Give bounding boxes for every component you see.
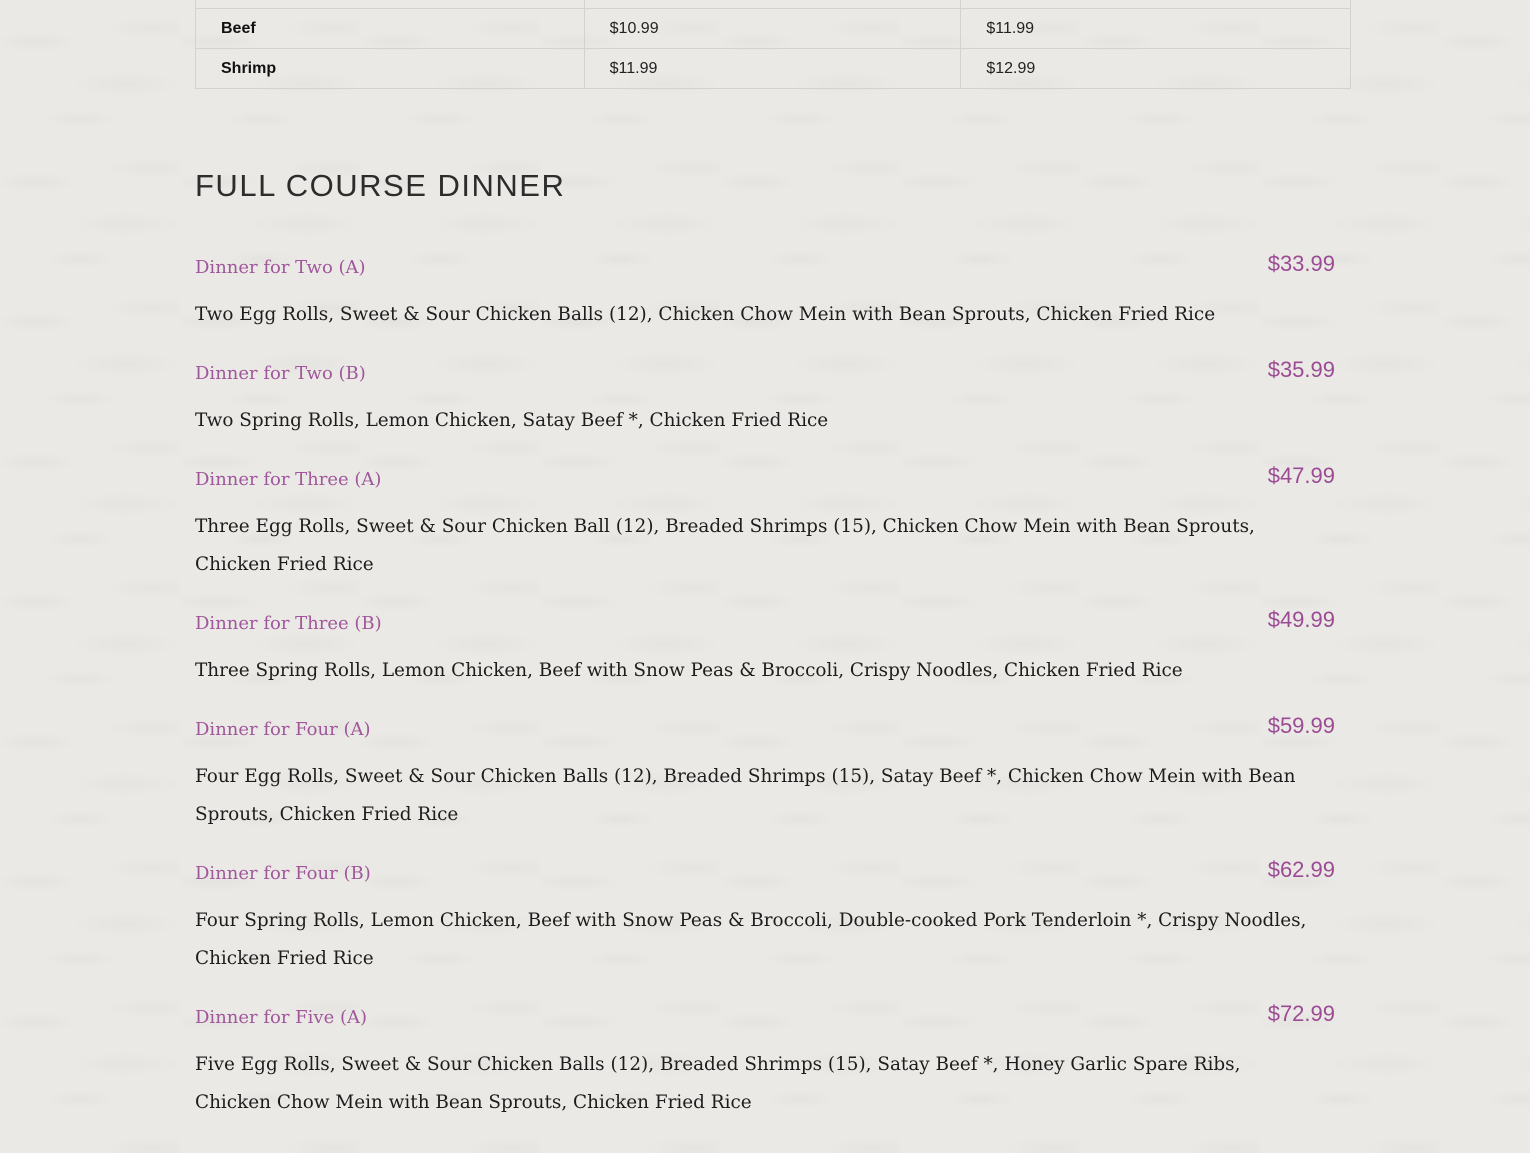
- menu-list: [195, 248, 1335, 1142]
- table-cell-price-b: $12.99: [961, 49, 1351, 89]
- table-row: [196, 9, 1351, 49]
- menu-item-description: Three Egg Rolls, Sweet & Sour Chicken Ball (12), Breaded Shrimps (15), Chicken Chow Mein with Bean Sprouts, Chicken Fried Rice: [195, 516, 1255, 575]
- menu-item-header: [195, 460, 1335, 500]
- menu-item: [195, 854, 1335, 978]
- table-cell-price-a: $11.99: [584, 49, 961, 89]
- menu-item-name: Dinner for Three (A): [195, 469, 382, 490]
- price-table: [195, 0, 1351, 89]
- menu-item-header: [195, 604, 1335, 644]
- menu-item-description: Four Egg Rolls, Sweet & Sour Chicken Balls (12), Breaded Shrimps (15), Satay Beef *, Chicken Chow Mein with Bean Sprouts, Chicken Fried Rice: [195, 766, 1296, 825]
- menu-item: [195, 248, 1335, 334]
- menu-item-description: Two Egg Rolls, Sweet & Sour Chicken Balls (12), Chicken Chow Mein with Bean Sprouts, Chicken Fried Rice: [195, 304, 1216, 325]
- table-row: [196, 0, 1351, 9]
- table-cell-price-b: $11.99: [961, 9, 1351, 49]
- menu-item: [195, 710, 1335, 834]
- menu-item: [195, 604, 1335, 690]
- menu-item-header: [195, 248, 1335, 288]
- menu-item: [195, 460, 1335, 584]
- table-cell-name: [196, 0, 585, 9]
- menu-item-header: [195, 354, 1335, 394]
- table-cell-price-a: [584, 0, 961, 9]
- table-cell-price-a: $10.99: [584, 9, 961, 49]
- menu-item-price: $59.99: [1267, 713, 1335, 738]
- menu-item-description: Four Spring Rolls, Lemon Chicken, Beef with Snow Peas & Broccoli, Double-cooked Pork Tenderloin *, Crispy Noodles, Chicken Fried Rice: [195, 910, 1307, 969]
- menu-item: [195, 354, 1335, 440]
- menu-item-name: Dinner for Two (A): [195, 257, 366, 278]
- table-cell-name: Shrimp: [196, 49, 585, 89]
- table-row: [196, 49, 1351, 89]
- menu-item-description: Five Egg Rolls, Sweet & Sour Chicken Balls (12), Breaded Shrimps (15), Satay Beef *, Honey Garlic Spare Ribs, Chicken Chow Mein with Bean Sprouts, Chicken Fried Rice: [195, 1054, 1241, 1113]
- menu-item-name: Dinner for Two (B): [195, 363, 366, 384]
- menu-item-price: $35.99: [1267, 357, 1335, 382]
- table-cell-price-b: [961, 0, 1351, 9]
- menu-item-description: Three Spring Rolls, Lemon Chicken, Beef with Snow Peas & Broccoli, Crispy Noodles, Chicken Fried Rice: [195, 660, 1183, 681]
- menu-item-price: $33.99: [1267, 251, 1335, 276]
- menu-item: [195, 998, 1335, 1122]
- menu-item-price: $47.99: [1267, 463, 1335, 488]
- menu-item-name: Dinner for Five (A): [195, 1007, 368, 1028]
- menu-item-price: $72.99: [1267, 1001, 1335, 1026]
- menu-item-description: Two Spring Rolls, Lemon Chicken, Satay Beef *, Chicken Fried Rice: [195, 410, 829, 431]
- menu-item-header: [195, 998, 1335, 1038]
- menu-item-name: Dinner for Four (A): [195, 719, 371, 740]
- menu-item-name: Dinner for Three (B): [195, 613, 382, 634]
- menu-item-name: Dinner for Four (B): [195, 863, 371, 884]
- menu-item-header: [195, 710, 1335, 750]
- menu-item-price: $49.99: [1267, 607, 1335, 632]
- menu-item-price: $62.99: [1267, 857, 1335, 882]
- section-title: FULL COURSE DINNER: [195, 168, 566, 203]
- menu-item-header: [195, 854, 1335, 894]
- table-cell-name: Beef: [196, 9, 585, 49]
